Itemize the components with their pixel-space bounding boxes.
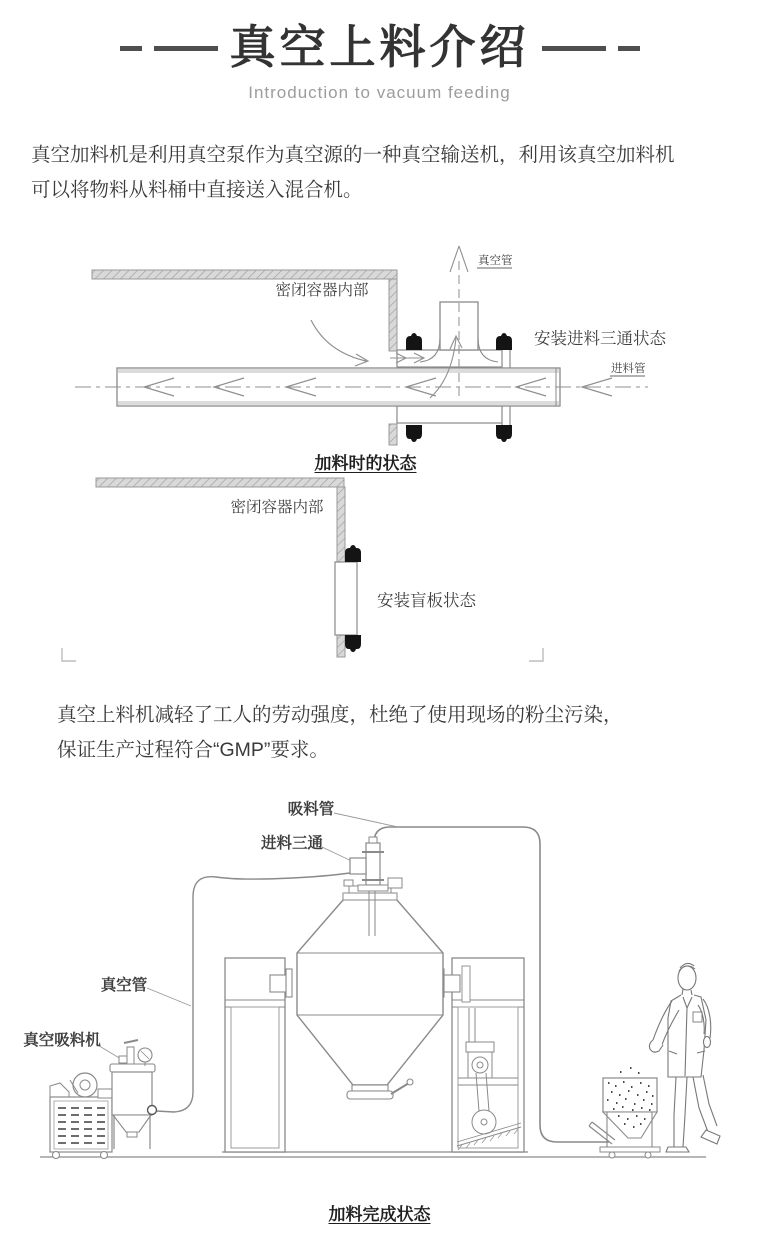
suction-pipe-label: 吸料管: [287, 801, 335, 818]
container-label: 密闭容器内部: [275, 282, 369, 299]
title-dash-left-inner: [154, 46, 218, 51]
feed-tee-assembly: [350, 837, 388, 891]
feed-tee-label: 进料三通: [260, 835, 324, 852]
vacuum-pipe-label: 真空管: [478, 255, 513, 267]
container-label: 密闭容器内部: [230, 499, 324, 516]
feeding-state-diagram: [0, 225, 759, 448]
pipe-coupling: [148, 1106, 157, 1115]
title-dash-left-outer: [120, 46, 142, 51]
title-dash-right-inner: [542, 46, 606, 51]
diagram3-labels: [23, 799, 335, 1049]
blind-plate: [335, 562, 357, 635]
page-title: 真空上料介绍: [229, 22, 530, 73]
page-subtitle: Introduction to vacuum feeding: [248, 83, 511, 102]
feed-pipe-label: 进料管: [611, 363, 646, 375]
flow-arrow-into-container: [311, 320, 368, 366]
tee-state-label: 安装进料三通状态: [534, 330, 666, 348]
blind-plate-label: 安装盲板状态: [377, 592, 476, 610]
blind-plate-diagram: [0, 475, 759, 670]
worker-figure: [649, 963, 720, 1152]
benefit-paragraph: [57, 698, 623, 768]
intro-paragraph: [31, 138, 675, 208]
title-dash-right-outer: [618, 46, 640, 51]
vacuum-feeder-machine: [50, 1040, 157, 1159]
diagram1-caption: 加料时的状态: [314, 454, 417, 473]
system-diagram: [0, 785, 759, 1180]
feeder-hopper: [112, 1072, 152, 1115]
diagram3-caption: 加料完成状态: [328, 1205, 431, 1224]
material-cart: [589, 1068, 660, 1158]
photo-corner-marks: [62, 648, 543, 661]
feeder-hopper-lid: [110, 1064, 155, 1072]
intro-line-2: 可以将物料从料桶中直接送入混合机。: [31, 179, 363, 201]
benefit-line-1: 真空上料机减轻了工人的劳动强度，杜绝了使用现场的粉尘污染，: [57, 704, 623, 726]
double-cone-mixer: [297, 858, 443, 1085]
header: [0, 22, 759, 103]
benefit-line-2: 保证生产过程符合“GMP”要求。: [57, 739, 329, 761]
vacuum-pipe-label: 真空管: [100, 977, 148, 994]
intro-line-1: 真空加料机是利用真空泵作为真空源的一种真空输送机，利用该真空加料机: [31, 144, 675, 166]
vacuum-feeder-label: 真空吸料机: [23, 1032, 101, 1049]
